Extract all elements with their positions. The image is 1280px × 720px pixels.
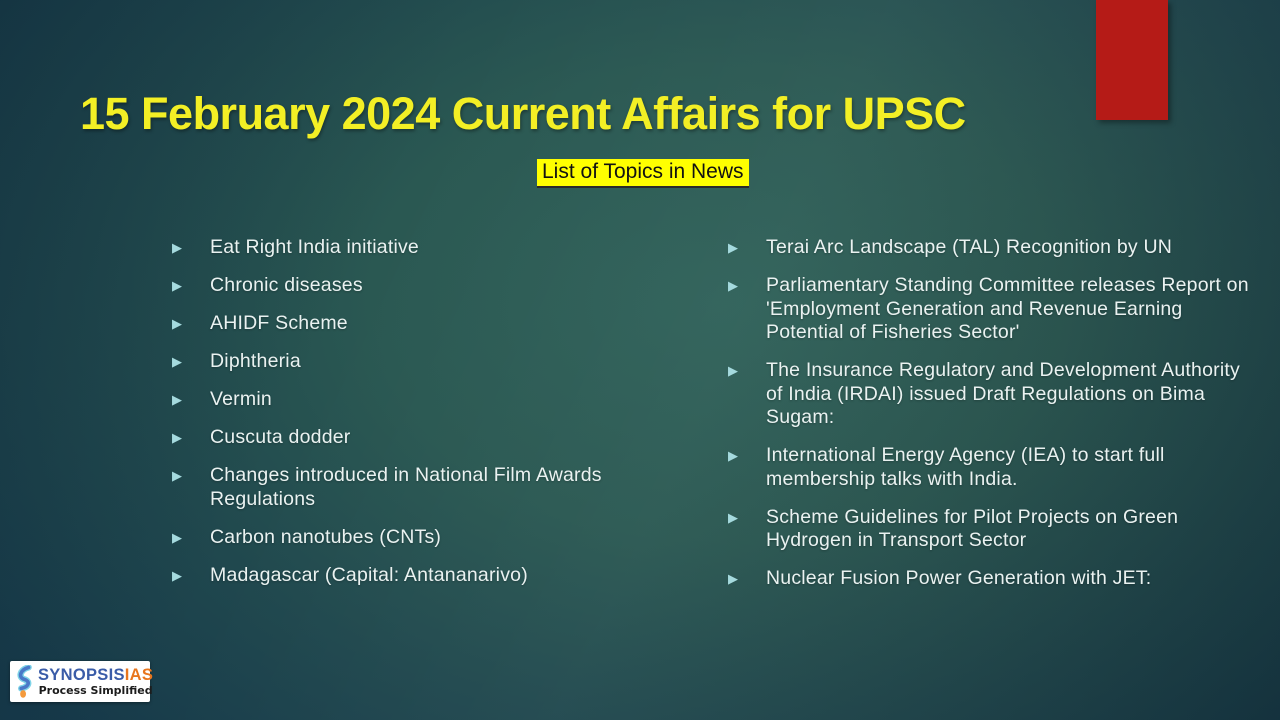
triangle-bullet-icon: ▶ (172, 278, 183, 293)
topic-label: Nuclear Fusion Power Generation with JET: (766, 567, 1152, 589)
topics-highlight-label: List of Topics in News (537, 159, 749, 188)
topic-label: Scheme Guidelines for Pilot Projects on Green Hydrogen in Transport Sector (766, 505, 1179, 551)
topic-label: Madagascar (Capital: Antananarivo) (210, 563, 528, 586)
list-item (728, 236, 1253, 260)
triangle-bullet-icon: ▶ (728, 278, 739, 293)
triangle-bullet-icon: ▶ (172, 354, 183, 369)
triangle-bullet-icon: ▶ (728, 240, 739, 255)
list-item (728, 506, 1253, 553)
list-item (172, 312, 652, 336)
list-item (172, 464, 652, 511)
topic-label: Cuscuta dodder (210, 426, 351, 448)
triangle-bullet-icon: ▶ (728, 448, 739, 463)
topic-label: Carbon nanotubes (CNTs) (210, 525, 442, 548)
red-accent-block (1096, 0, 1168, 120)
topic-label: The Insurance Regulatory and Development Authority of India (IRDAI) issued Draft Regulations on Bima Sugam: (766, 359, 1240, 428)
topics-column-left (172, 236, 652, 602)
triangle-bullet-icon: ▶ (172, 468, 183, 483)
logo-tagline: Process Simplified (38, 684, 153, 698)
logo-text (38, 667, 153, 697)
triangle-bullet-icon: ▶ (172, 240, 183, 255)
topic-label: Eat Right India initiative (210, 236, 419, 258)
topic-label: Chronic diseases (210, 274, 363, 296)
slide-title: 15 February 2024 Current Affairs for UPSC (80, 88, 966, 140)
triangle-bullet-icon: ▶ (172, 392, 183, 407)
list-item (728, 444, 1253, 491)
logo-brand-secondary: IAS (124, 665, 154, 684)
list-item (172, 236, 652, 260)
list-item (172, 274, 652, 298)
topic-label: International Energy Agency (IEA) to start full membership talks with India. (766, 444, 1165, 490)
triangle-bullet-icon: ▶ (172, 567, 183, 583)
triangle-bullet-icon: ▶ (728, 571, 739, 586)
triangle-bullet-icon: ▶ (728, 509, 739, 525)
topic-label: Terai Arc Landscape (TAL) Recognition by UN (766, 236, 1173, 258)
triangle-bullet-icon: ▶ (172, 529, 183, 545)
triangle-bullet-icon: ▶ (728, 363, 739, 378)
topic-label: Diphtheria (210, 350, 301, 372)
triangle-bullet-icon: ▶ (172, 430, 183, 445)
triangle-bullet-icon: ▶ (172, 316, 183, 331)
list-item (172, 350, 652, 374)
rocket-icon (13, 665, 35, 699)
topic-label: AHIDF Scheme (210, 312, 348, 334)
logo-brand (38, 667, 153, 684)
topics-column-right (728, 236, 1253, 605)
list-item (728, 359, 1253, 430)
topic-label: Parliamentary Standing Committee releases Report on 'Employment Generation and Revenue Earning Potential of Fisheries Sector' (766, 274, 1249, 343)
logo-brand-primary: SYNOPSIS (38, 665, 125, 684)
list-item (172, 388, 652, 412)
topic-label: Vermin (210, 388, 272, 410)
topic-label: Changes introduced in National Film Awards Regulations (210, 464, 602, 510)
list-item (172, 564, 652, 588)
list-item (172, 426, 652, 450)
list-item (172, 526, 652, 550)
list-item (728, 567, 1253, 591)
list-item (728, 274, 1253, 345)
synopsis-ias-logo (10, 661, 154, 702)
